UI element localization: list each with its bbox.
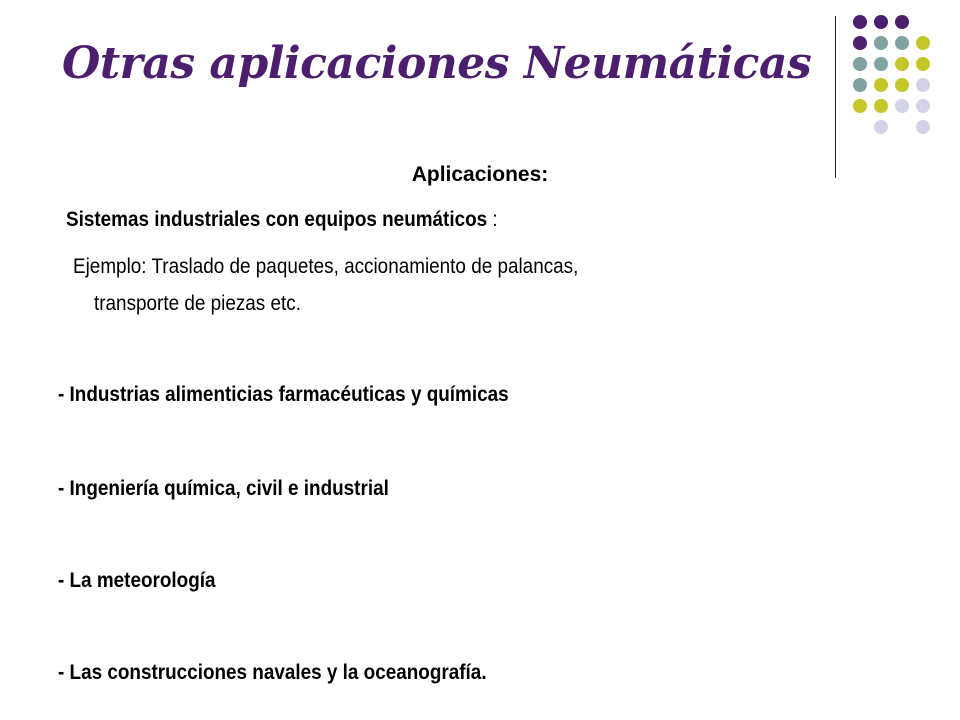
decorative-dot <box>874 120 888 134</box>
decorative-dot <box>853 57 867 71</box>
applications-heading: Aplicaciones: <box>411 163 549 186</box>
decorative-dot <box>874 78 888 92</box>
bullet-meteorology: - La meteorología <box>58 569 216 592</box>
decorative-dot <box>853 99 867 113</box>
decorative-dot <box>895 78 909 92</box>
decorative-dot <box>916 120 930 134</box>
decorative-dot <box>853 78 867 92</box>
decorative-dot <box>853 15 867 29</box>
bullet-food-pharma-chemical: - Industrias alimenticias farmacéuticas y químicas <box>58 383 509 406</box>
decorative-dot <box>895 15 909 29</box>
decorative-dot <box>895 36 909 50</box>
slide-title: Otras aplicaciones Neumáticas <box>62 38 812 89</box>
decorative-dot <box>853 36 867 50</box>
industrial-systems-line <box>66 207 498 232</box>
decorative-dot <box>916 78 930 92</box>
decorative-dot <box>874 57 888 71</box>
bullet-engineering: - Ingeniería química, civil e industrial <box>58 477 389 500</box>
decorative-dot <box>916 99 930 113</box>
decorative-dot <box>895 99 909 113</box>
decorative-dot <box>874 15 888 29</box>
decorative-dot <box>895 57 909 71</box>
example-line-2: transporte de piezas etc. <box>94 292 301 315</box>
decorative-dot <box>916 57 930 71</box>
bullet-naval-oceanography: - Las construcciones navales y la oceanografía. <box>58 661 487 684</box>
example-line-1: Ejemplo: Traslado de paquetes, accionamiento de palancas, <box>73 255 579 278</box>
decorative-dot <box>874 36 888 50</box>
decorative-dot <box>916 36 930 50</box>
industrial-systems-colon: : <box>487 208 498 231</box>
industrial-systems-label: Sistemas industriales con equipos neumáticos <box>66 208 488 231</box>
decorative-dot <box>874 99 888 113</box>
